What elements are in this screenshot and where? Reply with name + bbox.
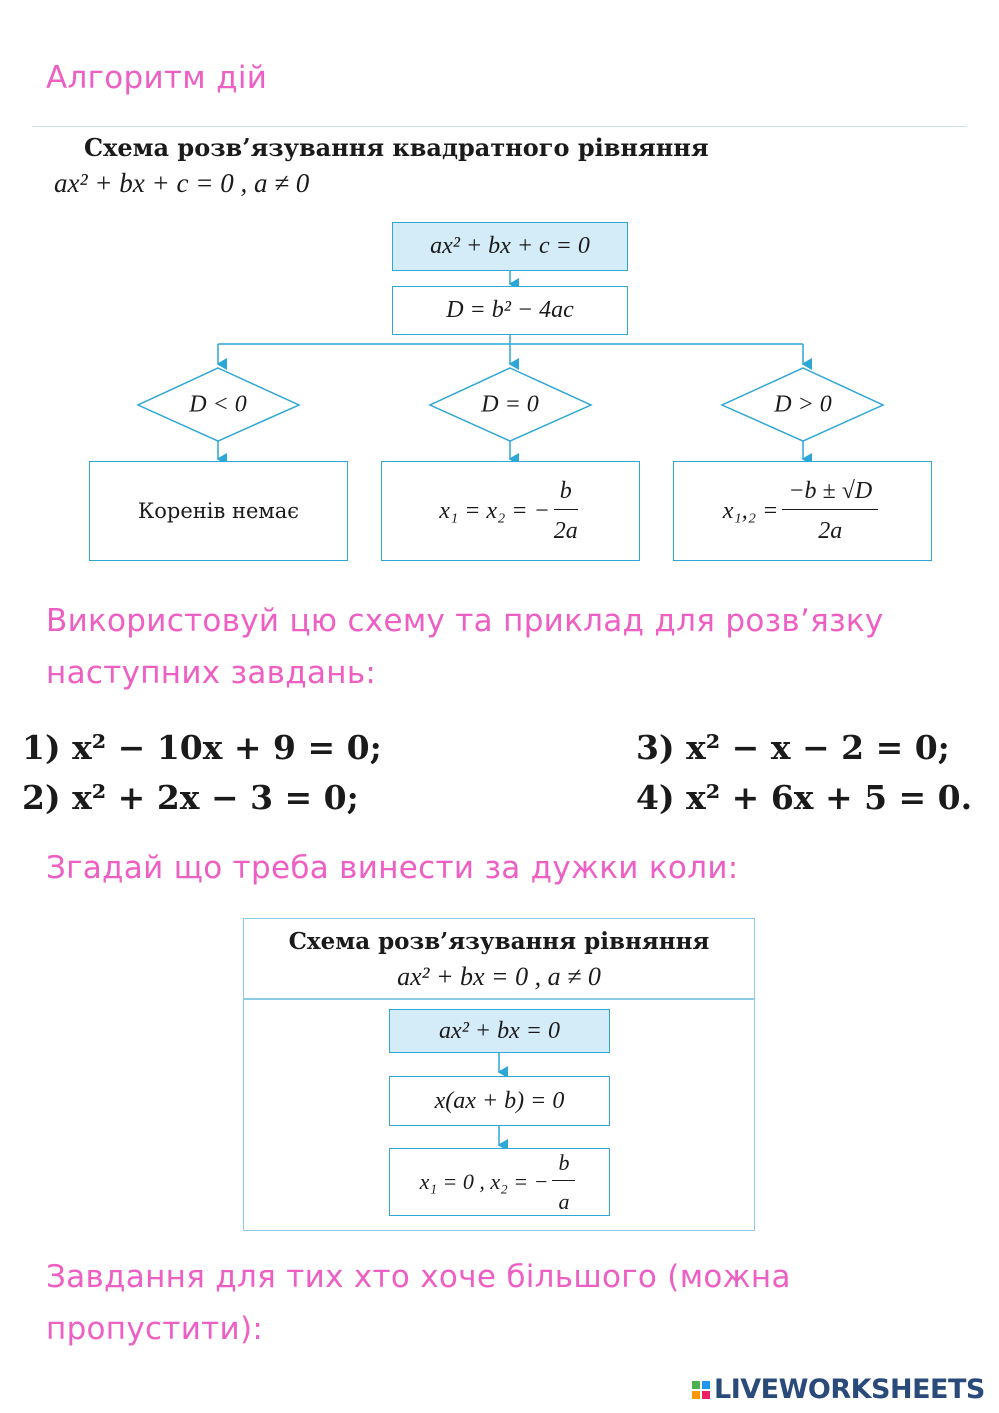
task-2: 2) x² + 2x − 3 = 0; bbox=[22, 778, 359, 817]
instruction-line1: Використовуй цю схему та приклад для розв’язку bbox=[46, 603, 884, 639]
result-two-roots: x₁,₂ = $\frac{-b \pm √D}{2a}$ bbox=[673, 461, 932, 561]
box2-result: x₁ = 0 , x₂ = − $\frac{b}{a}$ bbox=[389, 1148, 610, 1216]
section-heading-extra: Завдання для тих хто хоче більшого (можна bbox=[46, 1259, 791, 1295]
condition-neg: D < 0 bbox=[189, 391, 247, 418]
logo-icon bbox=[692, 1381, 710, 1399]
box2-equation: ax² + bx = 0 bbox=[389, 1009, 610, 1053]
section-heading-extra-line2: пропустити): bbox=[46, 1311, 264, 1347]
box-equation: ax² + bx + c = 0 bbox=[392, 222, 628, 271]
scheme2-divider bbox=[243, 998, 755, 1000]
page-heading: Алгоритм дій bbox=[46, 60, 268, 96]
section-heading-factor: Згадай що треба винести за дужки коли: bbox=[46, 850, 739, 886]
condition-zero: D = 0 bbox=[481, 391, 539, 418]
task-1: 1) x² − 10x + 9 = 0; bbox=[22, 728, 382, 767]
result-one-root: x₁ = x₂ = − $\frac{b}{2a}$ bbox=[381, 461, 640, 561]
scheme2-equation: ax² + bx = 0 , a ≠ 0 bbox=[397, 962, 601, 991]
logo-text: LIVEWORKSHEETS bbox=[714, 1374, 985, 1405]
task-3: 3) x² − x − 2 = 0; bbox=[636, 728, 950, 767]
condition-pos: D > 0 bbox=[774, 391, 832, 418]
scheme1-title: Схема розв’язування квадратного рівняння bbox=[84, 133, 709, 162]
task-4: 4) x² + 6x + 5 = 0. bbox=[636, 778, 973, 817]
instruction-line2: наступних завдань: bbox=[46, 655, 377, 691]
scheme2-title: Схема розв’язування рівняння bbox=[288, 928, 710, 955]
scheme1-equation: ax² + bx + c = 0 , a ≠ 0 bbox=[54, 168, 310, 198]
box2-factor: x(ax + b) = 0 bbox=[389, 1076, 610, 1126]
result-no-roots: Коренів немає bbox=[89, 461, 348, 561]
box-discriminant: D = b² − 4ac bbox=[392, 286, 628, 335]
liveworksheets-logo bbox=[692, 1374, 985, 1405]
